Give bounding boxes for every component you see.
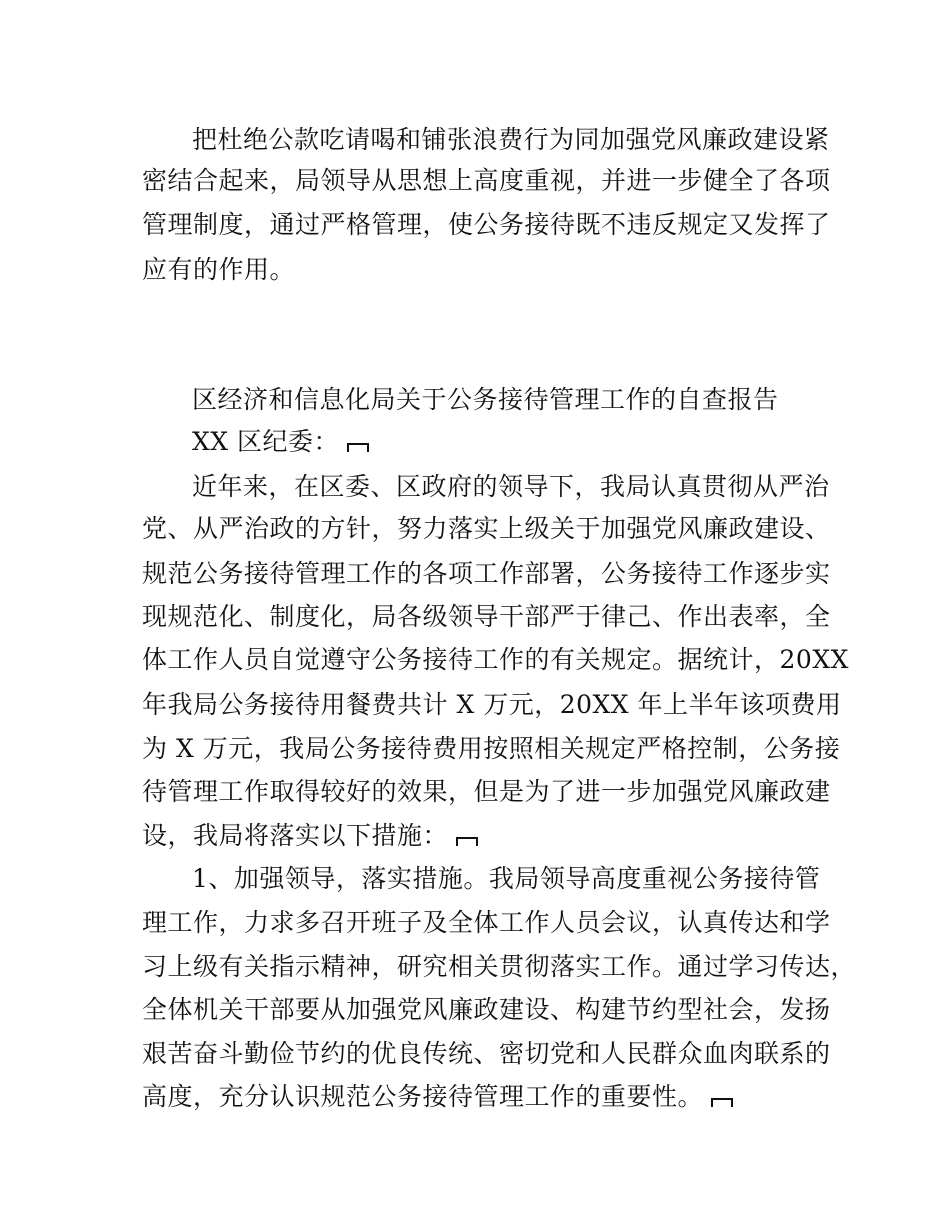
para1-line-3: 规范公务接待管理工作的各项工作部署，公务接待工作逐步实 [142, 559, 831, 588]
para1-line-9-text: 设，我局将落实以下措施： [142, 821, 449, 850]
intro-line-2: 密结合起来，局领导从思想上高度重视，并进一步健全了各项 [142, 166, 831, 195]
salutation [192, 425, 369, 459]
paragraph-mark-icon [711, 1098, 733, 1107]
para1-line-8: 待管理工作取得较好的效果，但是为了进一步加强党风廉政建 [142, 777, 831, 806]
para1-line-2: 党、从严治政的方针，努力落实上级关于加强党风廉政建设、 [142, 514, 831, 543]
para2-line-2: 理工作，力求多召开班子及全体工作人员会议，认真传达和学 [142, 908, 831, 937]
paragraph-mark-icon [347, 443, 369, 452]
para1-line-7: 为 X 万元，我局公务接待费用按照相关规定严格控制，公务接 [142, 734, 841, 763]
para1-line-9 [142, 819, 478, 853]
salutation-text: XX 区纪委： [192, 427, 340, 456]
para2-line-6 [142, 1080, 733, 1114]
paragraph-mark-icon [456, 837, 478, 846]
report-title: 区经济和信息化局关于公务接待管理工作的自查报告 [192, 385, 779, 414]
intro-line-4: 应有的作用。 [142, 255, 296, 284]
para2-line-6-text: 高度，充分认识规范公务接待管理工作的重要性。 [142, 1082, 704, 1111]
para1-line-1: 近年来，在区委、区政府的领导下，我局认真贯彻从严治 [192, 472, 830, 501]
para1-line-6: 年我局公务接待用餐费共计 X 万元，20XX 年上半年该项费用 [142, 690, 842, 719]
para2-line-3: 习上级有关指示精神，研究相关贯彻落实工作。通过学习传达， [142, 952, 857, 981]
para1-line-4: 现规范化、制度化，局各级领导干部严于律己、作出表率，全 [142, 602, 831, 631]
intro-line-3: 管理制度，通过严格管理，使公务接待既不违反规定又发挥了 [142, 210, 831, 239]
para2-line-5: 艰苦奋斗勤俭节约的优良传统、密切党和人民群众血肉联系的 [142, 1039, 831, 1068]
para1-line-5: 体工作人员自觉遵守公务接待工作的有关规定。据统计，20XX [142, 645, 849, 674]
intro-line-1: 把杜绝公款吃请喝和铺张浪费行为同加强党风廉政建设紧 [192, 125, 830, 154]
para2-line-1: 1、加强领导，落实措施。我局领导高度重视公务接待管 [192, 864, 821, 893]
para2-line-4: 全体机关干部要从加强党风廉政建设、构建节约型社会，发扬 [142, 995, 831, 1024]
